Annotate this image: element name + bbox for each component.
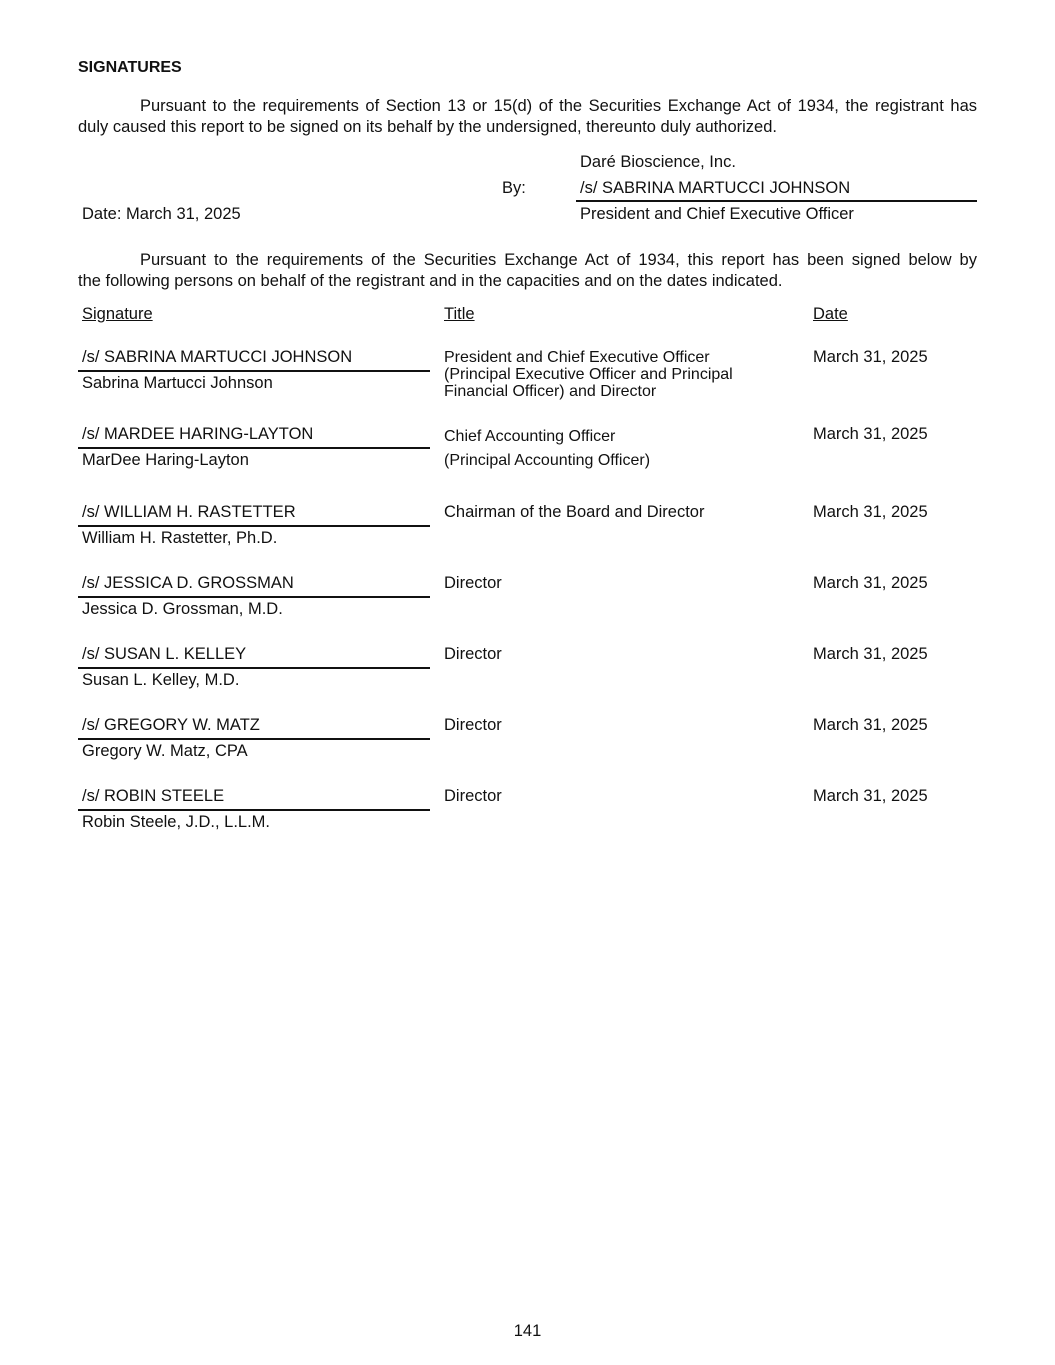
- signer-date: March 31, 2025: [813, 645, 928, 663]
- signer-name: Sabrina Martucci Johnson: [82, 374, 273, 392]
- by-label: By:: [502, 179, 526, 197]
- signer-date: March 31, 2025: [813, 716, 928, 734]
- signature-line: [78, 525, 430, 527]
- signer-date: March 31, 2025: [813, 787, 928, 805]
- registrant-title: President and Chief Executive Officer: [580, 205, 854, 223]
- report-date: Date: March 31, 2025: [82, 205, 241, 223]
- signer-signature: /s/ MARDEE HARING-LAYTON: [82, 425, 314, 443]
- persons-line-1: Pursuant to the requirements of the Securities Exchange Act of 1934, this report has been signed below by: [140, 251, 977, 269]
- registrant-signature-line: [576, 200, 977, 202]
- signer-title-line: Director: [444, 574, 502, 592]
- signer-title-line: (Principal Accounting Officer): [444, 452, 651, 469]
- signer-date: March 31, 2025: [813, 348, 928, 366]
- signer-date: March 31, 2025: [813, 574, 928, 592]
- column-header-signature: Signature: [82, 305, 153, 323]
- intro-paragraph: [78, 96, 977, 138]
- signer-title-line: President and Chief Executive Officer: [444, 349, 710, 366]
- signer-name: MarDee Haring-Layton: [82, 451, 249, 469]
- signer-name: Jessica D. Grossman, M.D.: [82, 600, 283, 618]
- signer-signature: /s/ SABRINA MARTUCCI JOHNSON: [82, 348, 353, 366]
- signer-name: Robin Steele, J.D., L.L.M.: [82, 813, 271, 831]
- signer-title: [444, 349, 733, 400]
- signature-line: [78, 738, 430, 740]
- column-header-date: Date: [813, 305, 848, 323]
- signer-signature: /s/ JESSICA D. GROSSMAN: [82, 574, 294, 592]
- signer-date: March 31, 2025: [813, 425, 928, 443]
- signer-title-line: (Principal Executive Officer and Principal: [444, 366, 733, 383]
- persons-line-2: the following persons on behalf of the registrant and in the capacities and on the dates indicated.: [78, 272, 783, 290]
- signature-line: [78, 596, 430, 598]
- company-name: Daré Bioscience, Inc.: [580, 153, 736, 171]
- page-number: 141: [513, 1322, 542, 1340]
- section-heading: SIGNATURES: [78, 59, 182, 76]
- signature-line: [78, 667, 430, 669]
- signer-name: William H. Rastetter, Ph.D.: [82, 529, 278, 547]
- intro-line-1: Pursuant to the requirements of Section 13 or 15(d) of the Securities Exchange Act of 1934, the registrant has: [140, 97, 977, 115]
- persons-paragraph: [78, 250, 977, 292]
- signer-signature: /s/ ROBIN STEELE: [82, 787, 225, 805]
- signer-title-line: Chief Accounting Officer: [444, 428, 616, 445]
- signer-signature: /s/ GREGORY W. MATZ: [82, 716, 260, 734]
- intro-line-2: duly caused this report to be signed on its behalf by the undersigned, thereunto duly authorized.: [78, 118, 777, 136]
- signature-line: [78, 447, 430, 449]
- signer-title-line: Director: [444, 645, 502, 663]
- signer-title-line: Chairman of the Board and Director: [444, 503, 705, 521]
- signer-signature: /s/ SUSAN L. KELLEY: [82, 645, 247, 663]
- signer-name: Susan L. Kelley, M.D.: [82, 671, 240, 689]
- signer-title-line: Director: [444, 787, 502, 805]
- signer-title-line: Financial Officer) and Director: [444, 383, 657, 400]
- signature-line: [78, 809, 430, 811]
- signer-date: March 31, 2025: [813, 503, 928, 521]
- signature-line: [78, 370, 430, 372]
- signer-signature: /s/ WILLIAM H. RASTETTER: [82, 503, 296, 521]
- registrant-signature: /s/ SABRINA MARTUCCI JOHNSON: [580, 179, 851, 197]
- column-header-title: Title: [444, 305, 475, 323]
- signer-name: Gregory W. Matz, CPA: [82, 742, 248, 760]
- signer-title-line: Director: [444, 716, 502, 734]
